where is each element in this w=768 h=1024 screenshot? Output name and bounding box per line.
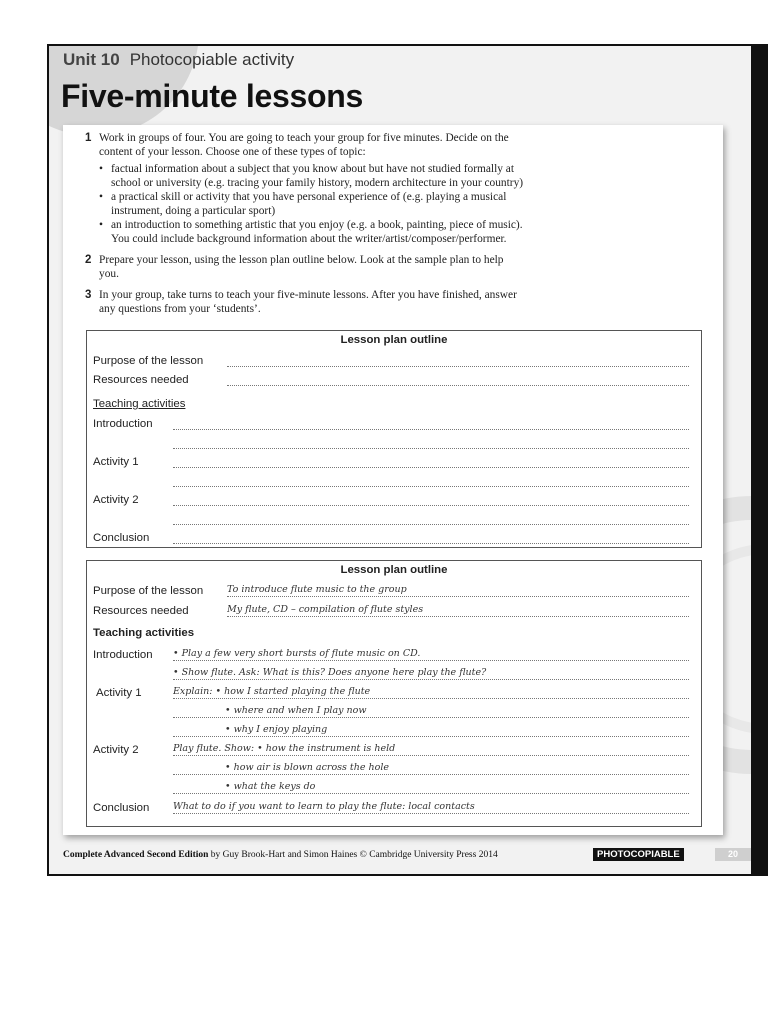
introduction-label: Introduction [93, 649, 153, 661]
resources-label: Resources needed [93, 605, 189, 617]
resources-field[interactable] [227, 374, 689, 386]
introduction-field[interactable] [173, 418, 689, 430]
instruction-3 [85, 288, 625, 316]
instruction-text: you. [99, 268, 119, 280]
bullet-text: instrument, doing a particular sport) [111, 205, 276, 217]
instructions [85, 131, 625, 316]
topic-bullet [85, 218, 625, 246]
introduction-label: Introduction [93, 418, 153, 430]
intro-line: • Show flute. Ask: What is this? Does anyone here play the flute? [173, 667, 689, 680]
introduction-row-2 [93, 664, 689, 680]
instruction-2 [85, 253, 625, 281]
plan-title: Lesson plan outline [340, 334, 448, 346]
activity2-field[interactable] [173, 494, 689, 506]
intro-line: • Play a few very short bursts of flute music on CD. [173, 648, 689, 661]
conclusion-value: What to do if you want to learn to play the flute: local contacts [173, 801, 689, 814]
activity1-label: Activity 1 [93, 456, 139, 468]
conclusion-label: Conclusion [93, 802, 150, 814]
activity2-row-2 [93, 759, 689, 775]
unit-label: Unit 10 [63, 50, 120, 69]
instruction-text: any questions from your ‘students’. [99, 303, 261, 315]
purpose-label: Purpose of the lesson [93, 355, 204, 367]
activity2-line: • what the keys do [173, 781, 689, 794]
bullet-text: a practical skill or activity that you have personal experience of (e.g. playing a musical [111, 191, 507, 203]
conclusion-row [93, 528, 689, 544]
page-edge-bar [753, 44, 768, 876]
sample-lesson-plan [86, 560, 702, 827]
instruction-number: 2 [85, 254, 92, 266]
purpose-label: Purpose of the lesson [93, 585, 204, 597]
activity2-field[interactable] [173, 513, 689, 525]
activity1-line: • why I enjoy playing [173, 724, 689, 737]
activity1-row-2 [93, 471, 689, 487]
introduction-row [93, 645, 689, 661]
activity2-row [93, 740, 689, 756]
topic-bullet [85, 162, 625, 190]
activity1-row-3 [93, 721, 689, 737]
page-number: 20 [715, 848, 751, 861]
instruction-number: 1 [85, 132, 92, 144]
page-title: Five-minute lessons [61, 78, 363, 114]
bullet-text: school or university (e.g. tracing your family history, modern architecture in your country) [111, 177, 524, 189]
conclusion-row [93, 798, 689, 814]
purpose-field[interactable] [227, 355, 689, 367]
instruction-1 [85, 131, 625, 159]
introduction-row-2 [93, 433, 689, 449]
activity2-line: • how air is blown across the hole [173, 762, 689, 775]
instruction-text: Work in groups of four. You are going to teach your group for five minutes. Decide on the [99, 132, 509, 144]
activity1-field[interactable] [173, 456, 689, 468]
photocopiable-badge: PHOTOCOPIABLE [593, 848, 684, 861]
instruction-text: In your group, take turns to teach your five-minute lessons. After you have finished, answer [99, 289, 517, 301]
purpose-row [93, 581, 689, 597]
resources-row [93, 370, 689, 386]
activity1-row [93, 683, 689, 699]
worksheet-page [47, 44, 753, 876]
introduction-row [93, 414, 689, 430]
activity2-label: Activity 2 [93, 494, 139, 506]
conclusion-label: Conclusion [93, 532, 150, 544]
bullet-icon: • [99, 163, 103, 175]
book-title: Complete Advanced Second Edition [63, 850, 209, 860]
activity1-row [93, 452, 689, 468]
activity1-field[interactable] [173, 475, 689, 487]
worksheet-card [63, 125, 723, 835]
credit-text: by Guy Brook-Hart and Simon Haines © Cambridge University Press 2014 [208, 850, 498, 860]
activity1-label: Activity 1 [96, 687, 142, 699]
blank-lesson-plan [86, 330, 702, 548]
bullet-text: an introduction to something artistic that you enjoy (e.g. a book, painting, piece of music). [111, 219, 523, 231]
page-footer [63, 847, 753, 863]
resources-label: Resources needed [93, 374, 189, 386]
purpose-value: To introduce flute music to the group [227, 584, 689, 597]
activity1-line: • where and when I play now [173, 705, 689, 718]
bullet-icon: • [99, 219, 103, 231]
activity2-label: Activity 2 [93, 744, 139, 756]
activity2-row [93, 490, 689, 506]
unit-header [63, 50, 294, 70]
introduction-field[interactable] [173, 437, 689, 449]
activity-subtitle: Photocopiable activity [129, 50, 295, 69]
instruction-number: 3 [85, 289, 92, 301]
purpose-row [93, 351, 689, 367]
bullet-icon: • [99, 191, 103, 203]
copyright-line [63, 850, 498, 860]
activity1-row-2 [93, 702, 689, 718]
plan-title: Lesson plan outline [340, 564, 448, 576]
activity2-row-3 [93, 778, 689, 794]
instruction-text: Prepare your lesson, using the lesson plan outline below. Look at the sample plan to help [99, 254, 504, 266]
activity2-line: Play flute. Show: • how the instrument is held [173, 743, 689, 756]
instruction-text: content of your lesson. Choose one of these types of topic: [99, 146, 366, 158]
activity1-line: Explain: • how I started playing the flute [173, 686, 689, 699]
resources-value: My flute, CD – compilation of flute styles [227, 604, 689, 617]
activity2-row-2 [93, 509, 689, 525]
conclusion-field[interactable] [173, 532, 689, 544]
topic-bullet [85, 190, 625, 218]
activities-heading: Teaching activities [93, 627, 195, 639]
bullet-text: You could include background information about the writer/artist/composer/performer. [111, 233, 507, 245]
bullet-text: factual information about a subject that you know about but have not studied formally at [111, 163, 514, 175]
activities-heading: Teaching activities [93, 398, 186, 410]
resources-row [93, 601, 689, 617]
